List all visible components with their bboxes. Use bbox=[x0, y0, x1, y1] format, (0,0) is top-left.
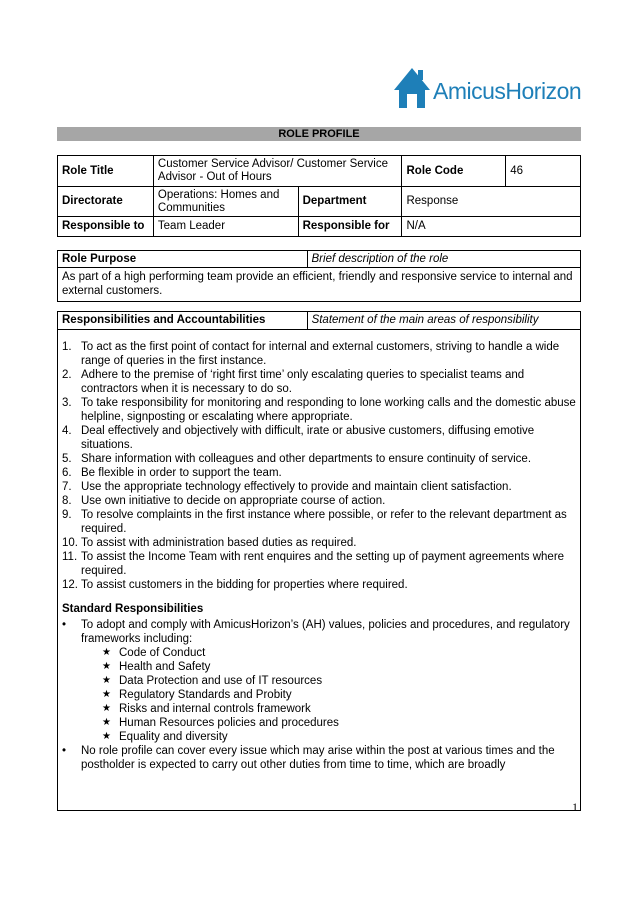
responsibilities-table bbox=[57, 311, 581, 811]
list-item: 5. Share information with colleagues and other departments to ensure continuity of service. bbox=[62, 453, 532, 465]
bullet-icon: • bbox=[62, 745, 67, 757]
list-item: ★ Equality and diversity bbox=[102, 731, 228, 743]
list-item: • To adopt and comply with AmicusHorizon’s (AH) values, policies and procedures, and regulatory frameworks including: ★ Code of Conduct ★ Health and Safety ★ Data Protection and use of IT resources ★ Regulatory Standards and Probity ★ Risks and internal controls framework ★ Human Resources policies and procedures ★ Equality and diversity bbox=[62, 618, 576, 744]
bullet-icon: • bbox=[62, 619, 67, 631]
frameworks-list bbox=[81, 646, 576, 744]
list-item: 10. To assist with administration based duties as required. bbox=[62, 537, 357, 549]
list-item: ★ Risks and internal controls framework bbox=[102, 703, 311, 715]
department-label: Department bbox=[298, 187, 402, 217]
list-item: ★ Code of Conduct bbox=[102, 647, 206, 659]
role-title-label: Role Title bbox=[58, 156, 154, 187]
list-item: ★ Regulatory Standards and Probity bbox=[102, 689, 292, 701]
brand-name: AmicusHorizon bbox=[433, 78, 582, 104]
responsibilities-list bbox=[62, 340, 576, 592]
page-number: 1 bbox=[572, 800, 578, 814]
responsible-to-value: Team Leader bbox=[153, 217, 298, 237]
role-purpose-hint: Brief description of the role bbox=[307, 251, 580, 268]
responsible-for-label: Responsible for bbox=[298, 217, 402, 237]
directorate-value: Operations: Homes and Communities bbox=[153, 187, 298, 217]
list-item: ★ Data Protection and use of IT resources bbox=[102, 675, 323, 687]
star-icon: ★ bbox=[102, 731, 111, 742]
list-item: 4. Deal effectively and objectively with difficult, irate or abusive customers, diffusing emotive situations. bbox=[62, 425, 535, 451]
list-item: 3. To take responsibility for monitoring and responding to lone working calls and the domestic abuse helpline, signposting or escalating where appropriate. bbox=[62, 397, 576, 423]
list-item: 8. Use own initiative to decide on appropriate course of action. bbox=[62, 495, 386, 507]
role-purpose-text: As part of a high performing team provide an efficient, friendly and responsive service to internal and external customers. bbox=[58, 268, 581, 302]
directorate-label: Directorate bbox=[58, 187, 154, 217]
role-purpose-table bbox=[57, 250, 581, 302]
list-item: 9. To resolve complaints in the first instance where possible, or refer to the relevant department as required. bbox=[62, 509, 567, 535]
page-title: ROLE PROFILE bbox=[57, 127, 581, 141]
list-item: 12. To assist customers in the bidding for properties where required. bbox=[62, 579, 408, 591]
list-item: 6. Be flexible in order to support the team. bbox=[62, 467, 282, 479]
star-icon: ★ bbox=[102, 661, 111, 672]
list-item: 1. To act as the first point of contact for internal and external customers, striving to handle a wide range of queries in the first instance. bbox=[62, 341, 560, 367]
list-item: ★ Health and Safety bbox=[102, 661, 211, 673]
department-value: Response bbox=[402, 187, 581, 217]
star-icon: ★ bbox=[102, 647, 111, 658]
star-icon: ★ bbox=[102, 717, 111, 728]
standard-responsibilities-list bbox=[62, 618, 576, 772]
responsible-for-value: N/A bbox=[402, 217, 581, 237]
responsible-to-label: Responsible to bbox=[58, 217, 154, 237]
role-title-value: Customer Service Advisor/ Customer Service Advisor - Out of Hours bbox=[153, 156, 402, 187]
role-details-table bbox=[57, 155, 581, 237]
role-code-value: 46 bbox=[506, 156, 581, 187]
list-item: • No role profile can cover every issue which may arise within the post at various times and the postholder is expected to carry out other duties from time to time, which are broadly bbox=[62, 745, 555, 771]
list-item: 7. Use the appropriate technology effectively to provide and maintain client satisfaction. bbox=[62, 481, 512, 493]
responsibilities-body bbox=[58, 330, 581, 811]
list-item: 11. To assist the Income Team with rent enquires and the setting up of payment agreements where required. bbox=[62, 551, 565, 577]
standard-responsibilities-heading: Standard Responsibilities bbox=[62, 603, 204, 615]
role-purpose-heading: Role Purpose bbox=[58, 251, 308, 268]
responsibilities-heading: Responsibilities and Accountabilities bbox=[58, 312, 308, 330]
list-item: 2. Adhere to the premise of ‘right first time’ only escalating queries to specialist teams and contractors when it is necessary to do so. bbox=[62, 369, 525, 395]
responsibilities-hint: Statement of the main areas of responsibility bbox=[307, 312, 580, 330]
star-icon: ★ bbox=[102, 689, 111, 700]
role-code-label: Role Code bbox=[402, 156, 506, 187]
list-item: ★ Human Resources policies and procedures bbox=[102, 717, 339, 729]
star-icon: ★ bbox=[102, 675, 111, 686]
star-icon: ★ bbox=[102, 703, 111, 714]
